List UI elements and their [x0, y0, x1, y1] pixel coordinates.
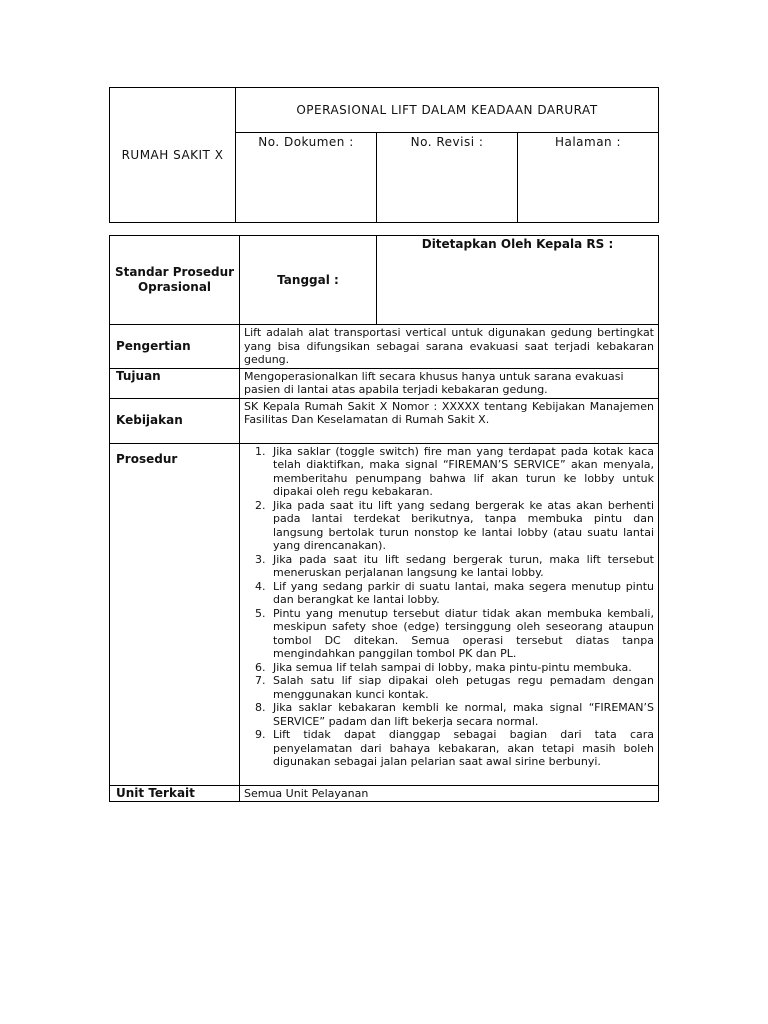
unit-terkait-row	[110, 785, 659, 802]
unit-terkait-text: Semua Unit Pelayanan	[240, 785, 659, 802]
sop-label: Standar Prosedur Oprasional	[110, 236, 240, 325]
prosedur-step-5: 5. Pintu yang menutup tersebut diatur tidak akan membuka kembali, meskipun safety shoe (edge) tersinggung oleh seseorang ataupun tombol DC ditekan. Semua operasi tersebut diatas tanpa mengindahkan panggilan tombol PK dan PL.	[269, 607, 654, 661]
ditetapkan-label: Ditetapkan Oleh Kepala RS :	[377, 236, 659, 325]
tujuan-label: Tujuan	[110, 368, 240, 398]
prosedur-list	[244, 445, 654, 769]
prosedur-step-9: 9. Lift tidak dapat dianggap sebagai bagian dari tata cara penyelamatan dari bahaya kebakaran, akan tetapi masih boleh digunakan sebagai jalan pelarian saat awal sirine berbunyi.	[269, 728, 654, 769]
prosedur-step-2: 2. Jika pada saat itu lift yang sedang bergerak ke atas akan berhenti pada lantai terdekat berikutnya, tanpa membuka pintu dan langsung bertolak turun nonstop ke lantai lobby (atau suatu lantai yang direncanakan).	[269, 499, 654, 553]
tujuan-row	[110, 368, 659, 398]
prosedur-label: Prosedur	[110, 443, 240, 785]
document-title: OPERASIONAL LIFT DALAM KEADAAN DARURAT	[236, 88, 659, 133]
prosedur-step-3: 3. Jika pada saat itu lift sedang bergerak turun, maka lift tersebut meneruskan perjalanan langsung ke lantai lobby.	[269, 553, 654, 580]
tujuan-text: Mengoperasionalkan lift secara khusus hanya untuk sarana evakuasi pasien di lantai atas apabila terjadi kebakaran gedung.	[240, 368, 659, 398]
prosedur-step-8: 8. Jika saklar kebakaran kembli ke normal, maka signal “FIREMAN’S SERVICE” padam dan lift bekerja secara normal.	[269, 701, 654, 728]
prosedur-row	[110, 443, 659, 785]
no-revisi-label: No. Revisi :	[377, 133, 518, 223]
document-header-table	[109, 87, 659, 223]
sop-table	[109, 235, 659, 802]
no-dokumen-label: No. Dokumen :	[236, 133, 377, 223]
prosedur-step-6: 6. Jika semua lif telah sampai di lobby, maka pintu-pintu membuka.	[269, 661, 654, 675]
prosedur-step-1: 1. Jika saklar (toggle switch) fire man yang terdapat pada kotak kaca telah diaktifkan, maka signal “FIREMAN’S SERVICE” akan menyala, memberitahu penumpang bahwa lif akan turun ke lobby untuk dipakai oleh regu kebakaran.	[269, 445, 654, 499]
kebijakan-row	[110, 398, 659, 443]
prosedur-steps	[240, 443, 659, 785]
halaman-label: Halaman :	[518, 133, 659, 223]
pengertian-label: Pengertian	[110, 325, 240, 369]
pengertian-text: Lift adalah alat transportasi vertical untuk digunakan gedung bertingkat yang bisa difungsikan sebagai sarana evakuasi saat terjadi kebakaran gedung.	[240, 325, 659, 369]
tanggal-label: Tanggal :	[240, 236, 377, 325]
kebijakan-label: Kebijakan	[110, 398, 240, 443]
hospital-name: RUMAH SAKIT X	[110, 88, 236, 223]
pengertian-row	[110, 325, 659, 369]
kebijakan-text: SK Kepala Rumah Sakit X Nomor : XXXXX tentang Kebijakan Manajemen Fasilitas Dan Keselamatan di Rumah Sakit X.	[240, 398, 659, 443]
unit-terkait-label: Unit Terkait	[110, 785, 240, 802]
prosedur-step-7: 7. Salah satu lif siap dipakai oleh petugas regu pemadam dengan menggunakan kunci kontak.	[269, 674, 654, 701]
prosedur-step-4: 4. Lif yang sedang parkir di suatu lantai, maka segera menutup pintu dan berangkat ke lantai lobby.	[269, 580, 654, 607]
